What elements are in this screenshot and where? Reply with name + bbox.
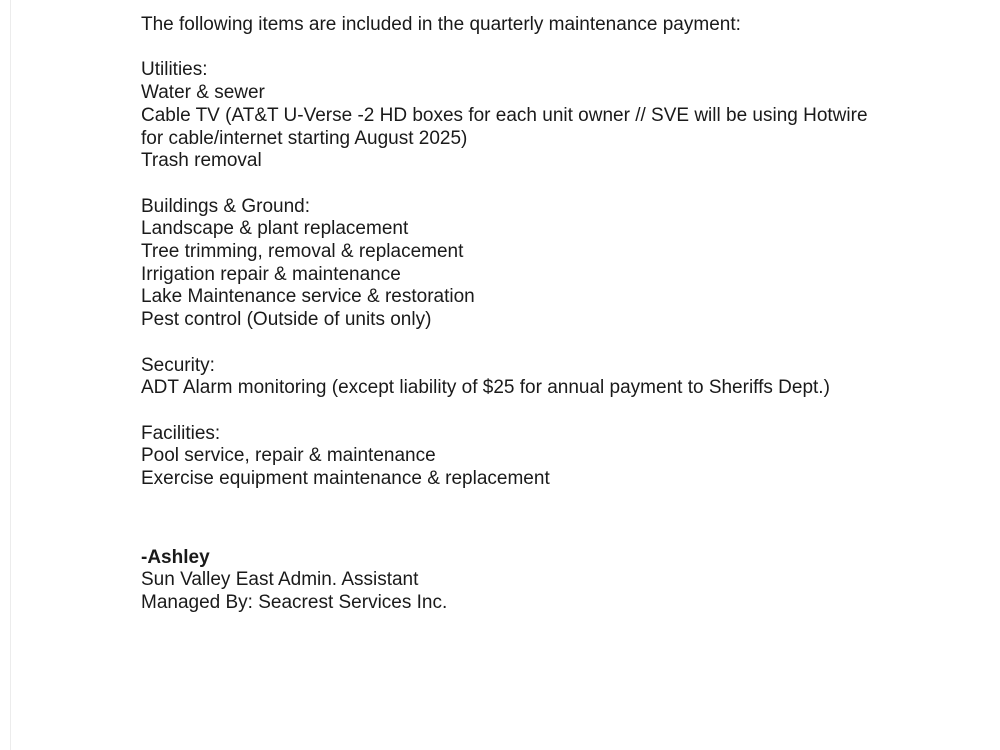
list-item: Pool service, repair & maintenance: [141, 445, 436, 467]
utilities-section: [141, 59, 921, 173]
list-item: Pest control (Outside of units only): [141, 309, 432, 331]
signature-block: [141, 547, 921, 615]
spacer: [141, 400, 921, 423]
list-item: ADT Alarm monitoring (except liability of $25 for annual payment to Sheriffs Dept.): [141, 377, 830, 399]
list-item: Tree trimming, removal & replacement: [141, 241, 464, 262]
spacer: [141, 37, 921, 60]
list-item: Trash removal: [141, 150, 262, 172]
list-item: Landscape & plant replacement: [141, 218, 409, 240]
section-heading: Utilities:: [141, 59, 208, 81]
section-heading: Buildings & Ground:: [141, 195, 310, 217]
section-heading: Facilities:: [141, 422, 221, 444]
facilities-section: [141, 423, 921, 491]
intro-text: The following items are included in the quarterly maintenance payment:: [141, 14, 741, 35]
signature-name: -Ashley: [141, 546, 210, 568]
spacer: [141, 332, 921, 355]
signature-managed-by: Managed By: Seacrest Services Inc.: [141, 592, 448, 614]
spacer: [141, 491, 921, 547]
list-item: Cable TV (AT&T U-Verse -2 HD boxes for each unit owner // SVE will be using Hotwire: [141, 104, 868, 126]
list-item: for cable/internet starting August 2025): [141, 127, 468, 149]
list-item: Water & sewer: [141, 82, 265, 104]
list-item: Irrigation repair & maintenance: [141, 263, 401, 285]
page-edge-divider: [10, 0, 11, 750]
document-body: [141, 14, 921, 615]
security-section: [141, 355, 921, 400]
buildings-section: [141, 196, 921, 332]
signature-title: Sun Valley East Admin. Assistant: [141, 569, 419, 591]
list-item: Lake Maintenance service & restoration: [141, 286, 475, 308]
spacer: [141, 173, 921, 196]
list-item: Exercise equipment maintenance & replacement: [141, 468, 550, 489]
section-heading: Security:: [141, 354, 215, 376]
